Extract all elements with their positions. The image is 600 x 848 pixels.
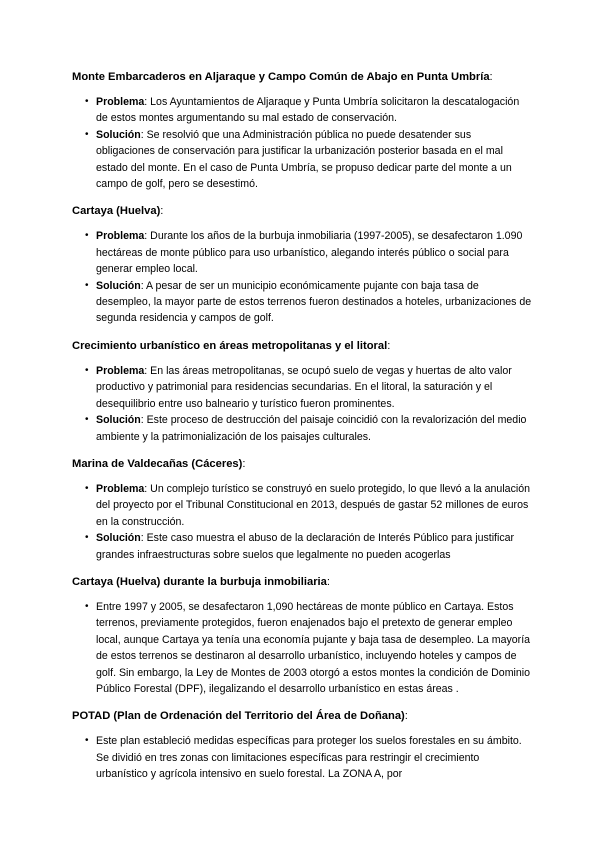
bullet-list: [72, 228, 532, 326]
document-page: [72, 70, 532, 795]
bullet-list: [72, 733, 532, 782]
item-text: : Se resolvió que una Administración pública no puede desatender sus obligaciones de conservación para justificar la urbanización posterior basada en el mal estado del monte. En el caso de Punta Umbría, se propuso dedicar parte del monte a un campo de golf, pero se desestimó.: [96, 128, 512, 191]
list-item: [72, 363, 532, 412]
item-label: Problema: [96, 230, 145, 243]
list-item: [72, 278, 532, 327]
bullet-list: [72, 481, 532, 563]
item-text: : Durante los años de la burbuja inmobiliaria (1997-2005), se desafectaron 1.090 hectáreas de monte público para uso urbanístico, alegando interés público o social para generar empleo local.: [96, 230, 523, 276]
section-heading: Marina de Valdecañas (Cáceres):: [72, 457, 246, 470]
section-heading: POTAD (Plan de Ordenación del Territorio del Área de Doñana):: [72, 710, 408, 723]
item-label: Problema: [96, 364, 145, 377]
bullet-list: [72, 94, 532, 192]
section-heading: Cartaya (Huelva):: [72, 205, 164, 218]
item-label: Problema: [96, 482, 145, 495]
item-label: Solución: [96, 128, 141, 141]
list-item: [72, 94, 532, 127]
item-text: : A pesar de ser un municipio económicamente pujante con baja tasa de desempleo, la mayor parte de estos terrenos fueron destinados a hoteles, urbanizaciones de segunda residencia y campos de golf.: [96, 279, 532, 325]
list-item: [72, 412, 532, 445]
bullet-list: [72, 363, 532, 445]
list-item: [72, 481, 532, 530]
item-text: Entre 1997 y 2005, se desafectaron 1,090 hectáreas de monte público en Cartaya. Estos terrenos, previamente protegidos, fueron enajenados bajo el pretexto de generar empleo local, aunque Cartaya ya tenía una economía pujante y baja tasa de desempleo. La mayoría de estos terrenos se destinaron al desarrollo urbanístico, incluyendo hoteles y campos de golf. Sin embargo, la Ley de Montes de 2003 otorgó a estos montes la condición de Dominio Público Forestal (DPF), ilegalizando el desarrollo urbanístico en estas áreas .: [96, 600, 531, 695]
list-item: [72, 599, 532, 697]
item-text: : Los Ayuntamientos de Aljaraque y Punta Umbría solicitaron la descatalogación de estos montes argumentando su mal estado de conservación.: [96, 96, 520, 125]
item-label: Problema: [96, 96, 145, 108]
item-text: : En las áreas metropolitanas, se ocupó suelo de vegas y huertas de alto valor productivo y patrimonial para residencias secundarias. En el litoral, la saturación y el desequilibrio entre uso balneario y turístico fueron prominentes.: [96, 364, 512, 410]
item-text: Este plan estableció medidas específicas para proteger los suelos forestales en su ámbito. Se dividió en tres zonas con limitaciones específicas para restringir el crecimiento urbanístico y agrícola intensivo en suelo forestal. La ZONA A, por: [96, 735, 522, 781]
list-item: [72, 127, 532, 193]
list-item: [72, 530, 532, 563]
item-label: Solución: [96, 532, 141, 545]
item-text: : Este caso muestra el abuso de la declaración de Interés Público para justificar grandes infraestructuras sobre suelos que legalmente no pueden acogerlas: [96, 532, 515, 561]
section-heading: Crecimiento urbanístico en áreas metropolitanas y el litoral:: [72, 339, 391, 352]
section-heading: Monte Embarcaderos en Aljaraque y Campo Común de Abajo en Punta Umbría:: [72, 71, 493, 83]
bullet-list: [72, 599, 532, 697]
item-text: : Un complejo turístico se construyó en suelo protegido, lo que llevó a la anulación del proyecto por el Tribunal Constitucional en 2013, después de gastar 52 millones de euros en la construcción.: [96, 482, 531, 528]
list-item: [72, 228, 532, 277]
item-label: Solución: [96, 279, 141, 292]
section-heading: Cartaya (Huelva) durante la burbuja inmobiliaria:: [72, 575, 330, 588]
item-text: : Este proceso de destrucción del paisaje coincidió con la revalorización del medio ambiente y la patrimonialización de los paisajes culturales.: [96, 414, 527, 443]
item-label: Solución: [96, 414, 141, 427]
list-item: [72, 733, 532, 782]
